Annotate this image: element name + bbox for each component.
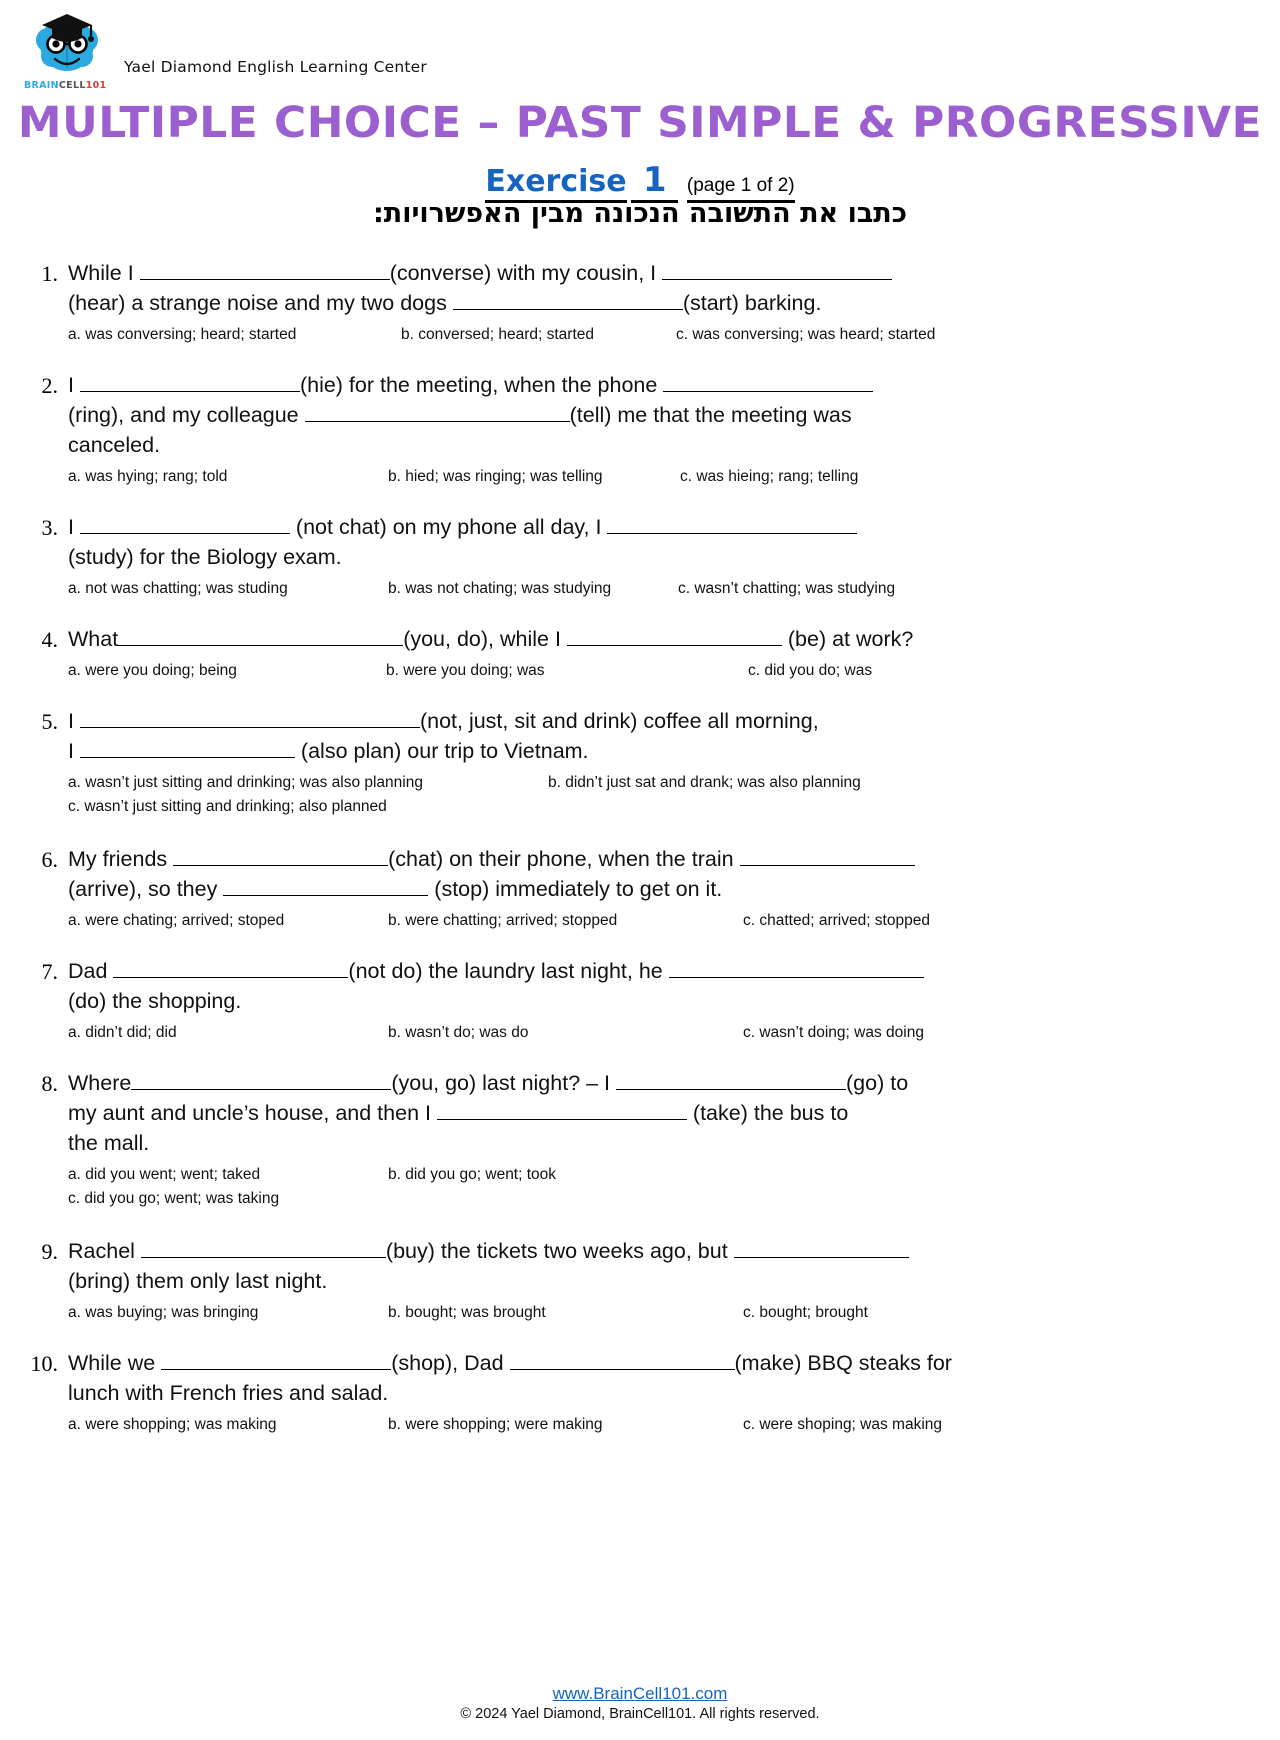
answer-blank[interactable] xyxy=(662,259,892,280)
question-text: Where xyxy=(68,1071,132,1095)
answer-options xyxy=(68,1164,993,1212)
answer-option[interactable]: a. did you went; went; taked xyxy=(68,1166,261,1183)
question-line xyxy=(68,956,993,986)
answer-option[interactable]: c. was conversing; was heard; started xyxy=(676,326,936,343)
question-spacer xyxy=(0,1048,1280,1068)
question-text: (go) to xyxy=(846,1071,909,1095)
answer-blank[interactable] xyxy=(734,1237,909,1258)
question-body xyxy=(68,370,993,488)
answer-blank[interactable] xyxy=(80,707,420,728)
question-body xyxy=(68,258,993,346)
question-item xyxy=(0,512,1280,600)
answer-blank[interactable] xyxy=(173,845,388,866)
question-body xyxy=(68,1068,993,1212)
question-text: (do) the shopping. xyxy=(68,989,242,1013)
answer-option[interactable]: a. was buying; was bringing xyxy=(68,1304,259,1321)
question-number: 2. xyxy=(41,373,58,398)
question-body xyxy=(68,956,993,1044)
question-text: (also plan) our trip to Vietnam. xyxy=(294,739,589,763)
question-line xyxy=(68,400,993,430)
answer-blank[interactable] xyxy=(141,1237,386,1258)
question-item xyxy=(0,258,1280,346)
question-text: (not chat) on my phone all day, I xyxy=(289,515,608,539)
answer-options xyxy=(68,578,993,600)
question-spacer xyxy=(0,824,1280,844)
answer-option[interactable]: b. did you go; went; took xyxy=(388,1166,557,1183)
question-body xyxy=(68,512,993,600)
question-line xyxy=(68,844,993,874)
answer-option[interactable]: a. didn’t did; did xyxy=(68,1024,177,1041)
answer-blank[interactable] xyxy=(567,625,782,646)
question-text: While we xyxy=(68,1351,162,1375)
question-item xyxy=(0,1236,1280,1324)
question-item xyxy=(0,956,1280,1044)
copyright-text: © 2024 Yael Diamond, BrainCell101. All rights reserved. xyxy=(460,1706,820,1722)
question-spacer xyxy=(0,492,1280,512)
answer-options-row xyxy=(68,772,993,796)
answer-blank[interactable] xyxy=(663,371,873,392)
answer-option[interactable]: b. didn’t just sat and drank; was also planning xyxy=(548,774,861,791)
question-text: Rachel xyxy=(68,1239,141,1263)
answer-options-row xyxy=(68,796,993,820)
question-line xyxy=(68,288,993,318)
question-line xyxy=(68,1348,993,1378)
answer-options xyxy=(68,1302,993,1324)
question-number: 6. xyxy=(41,847,58,872)
question-text: lunch with French fries and salad. xyxy=(68,1381,389,1405)
answer-blank[interactable] xyxy=(437,1099,687,1120)
question-text: (hie) for the meeting, when the phone xyxy=(299,373,664,397)
answer-blank[interactable] xyxy=(453,289,683,310)
answer-blank[interactable] xyxy=(140,259,390,280)
question-number: 8. xyxy=(41,1071,58,1096)
answer-option[interactable]: a. were chating; arrived; stoped xyxy=(68,912,285,929)
question-spacer xyxy=(0,1216,1280,1236)
question-text: my aunt and uncle’s house, and then I xyxy=(68,1101,437,1125)
answer-blank[interactable] xyxy=(161,1349,391,1370)
question-spacer xyxy=(0,604,1280,624)
brand-header xyxy=(22,4,427,90)
instruction-hebrew: כתבו את התשובה הנכונה מבין האפשרויות: xyxy=(372,198,908,229)
page-footer xyxy=(0,1684,1280,1722)
question-number: 5. xyxy=(41,709,58,734)
question-spacer xyxy=(0,1328,1280,1348)
answer-option[interactable]: c. chatted; arrived; stopped xyxy=(743,912,930,929)
question-number: 7. xyxy=(41,959,58,984)
answer-blank[interactable] xyxy=(616,1069,846,1090)
question-text: (start) barking. xyxy=(682,291,822,315)
answer-option[interactable]: b. hied; was ringing; was telling xyxy=(388,468,603,485)
question-text: (not do) the laundry last night, he xyxy=(348,959,669,983)
question-line xyxy=(68,874,993,904)
question-line xyxy=(68,1266,993,1296)
question-spacer xyxy=(0,936,1280,956)
answer-option[interactable]: a. were you doing; being xyxy=(68,662,237,679)
exercise-heading xyxy=(0,160,1280,200)
question-text: (bring) them only last night. xyxy=(68,1269,328,1293)
question-line xyxy=(68,258,993,288)
answer-option[interactable]: c. bought; brought xyxy=(743,1304,868,1321)
answer-options xyxy=(68,772,993,820)
question-text: (not, just, sit and drink) coffee all morning, xyxy=(419,709,819,733)
answer-blank[interactable] xyxy=(118,625,403,646)
question-body xyxy=(68,624,993,682)
answer-options xyxy=(68,324,993,346)
question-line xyxy=(68,736,993,766)
question-line xyxy=(68,1068,993,1098)
answer-blank[interactable] xyxy=(305,401,570,422)
question-text: (you, do), while I xyxy=(403,627,567,651)
question-item xyxy=(0,706,1280,820)
answer-option[interactable]: a. was hying; rang; told xyxy=(68,468,228,485)
question-line xyxy=(68,624,993,654)
question-line xyxy=(68,1236,993,1266)
answer-blank[interactable] xyxy=(223,875,428,896)
page-indicator: (page 1 of 2) xyxy=(687,175,795,203)
answer-option[interactable]: b. were shopping; were making xyxy=(388,1416,603,1433)
question-number: 3. xyxy=(41,515,58,540)
website-link[interactable]: www.BrainCell101.com xyxy=(552,1684,728,1703)
question-text: Dad xyxy=(68,959,114,983)
answer-blank[interactable] xyxy=(669,957,924,978)
exercise-number: 1 xyxy=(631,160,678,203)
answer-option[interactable]: b. conversed; heard; started xyxy=(401,326,595,343)
question-number: 4. xyxy=(41,627,58,652)
answer-option[interactable]: a. were shopping; was making xyxy=(68,1416,277,1433)
answer-option[interactable]: b. was not chating; was studying xyxy=(388,580,612,597)
answer-blank[interactable] xyxy=(80,737,295,758)
question-text: (arrive), so they xyxy=(68,877,224,901)
logo-text-101: 101 xyxy=(85,80,107,91)
question-text: (ring), and my colleague xyxy=(68,403,305,427)
answer-options-row xyxy=(68,1164,993,1188)
question-list xyxy=(0,258,1280,1460)
answer-options xyxy=(68,910,993,932)
question-text: (shop), Dad xyxy=(391,1351,510,1375)
question-spacer xyxy=(0,350,1280,370)
question-text: (tell) me that the meeting was xyxy=(569,403,852,427)
question-text: (buy) the tickets two weeks ago, but xyxy=(385,1239,734,1263)
question-spacer xyxy=(0,1440,1280,1460)
question-text: (study) for the Biology exam. xyxy=(68,545,342,569)
question-text: (make) BBQ steaks for xyxy=(734,1351,952,1375)
answer-option[interactable]: a. wasn’t just sitting and drinking; was also planning xyxy=(68,774,423,791)
page-title: MULTIPLE CHOICE – PAST SIMPLE & PROGRESSIVE xyxy=(17,98,1263,148)
braincell101-logo-icon xyxy=(22,4,112,90)
question-line xyxy=(68,1128,993,1158)
answer-options xyxy=(68,1414,993,1436)
question-line xyxy=(68,986,993,1016)
answer-blank[interactable] xyxy=(740,845,915,866)
question-item xyxy=(0,844,1280,932)
question-text: (stop) immediately to get on it. xyxy=(428,877,723,901)
question-text: canceled. xyxy=(68,433,161,457)
question-spacer xyxy=(0,686,1280,706)
question-number: 10. xyxy=(30,1351,58,1376)
answer-option[interactable]: c. did you go; went; was taking xyxy=(68,1190,280,1207)
question-body xyxy=(68,706,993,820)
question-number: 9. xyxy=(41,1239,58,1264)
answer-option[interactable]: a. not was chatting; was studing xyxy=(68,580,288,597)
question-line xyxy=(68,1378,993,1408)
exercise-label: Exercise xyxy=(485,164,626,203)
answer-option[interactable]: b. bought; was brought xyxy=(388,1304,546,1321)
question-line xyxy=(68,542,993,572)
answer-option[interactable]: b. wasn’t do; was do xyxy=(388,1024,529,1041)
question-line xyxy=(68,1098,993,1128)
question-line xyxy=(68,430,993,460)
question-line xyxy=(68,512,993,542)
answer-option[interactable]: b. were you doing; was xyxy=(386,662,545,679)
question-text: (take) the bus to xyxy=(686,1101,849,1125)
question-text: (you, go) last night? – I xyxy=(391,1071,617,1095)
answer-options-row xyxy=(68,1188,993,1212)
answer-option[interactable]: c. were shoping; was making xyxy=(743,1416,943,1433)
question-item xyxy=(0,624,1280,682)
answer-blank[interactable] xyxy=(80,371,300,392)
answer-blank[interactable] xyxy=(113,957,348,978)
question-text: My friends xyxy=(68,847,174,871)
question-text: (be) at work? xyxy=(781,627,914,651)
brand-name: Yael Diamond English Learning Center xyxy=(124,58,427,76)
question-text: What xyxy=(68,627,119,651)
question-line xyxy=(68,706,993,736)
answer-option[interactable]: a. was conversing; heard; started xyxy=(68,326,297,343)
answer-option[interactable]: c. wasn’t doing; was doing xyxy=(743,1024,924,1041)
question-item xyxy=(0,1068,1280,1212)
question-text: I xyxy=(68,515,80,539)
question-text: the mall. xyxy=(68,1131,150,1155)
answer-blank[interactable] xyxy=(607,513,857,534)
question-text: I xyxy=(68,373,80,397)
question-line xyxy=(68,370,993,400)
answer-blank[interactable] xyxy=(131,1069,391,1090)
question-item xyxy=(0,1348,1280,1436)
answer-options xyxy=(68,1022,993,1044)
answer-option[interactable]: c. did you do; was xyxy=(748,662,873,679)
answer-option[interactable]: b. were chatting; arrived; stopped xyxy=(388,912,618,929)
question-item xyxy=(0,370,1280,488)
answer-option[interactable]: c. wasn’t just sitting and drinking; also planned xyxy=(68,798,387,815)
answer-option[interactable]: c. was hieing; rang; telling xyxy=(680,468,859,485)
answer-option[interactable]: c. wasn’t chatting; was studying xyxy=(678,580,896,597)
answer-blank[interactable] xyxy=(80,513,290,534)
logo-text-cell: CELL xyxy=(58,80,86,91)
question-body xyxy=(68,1348,993,1436)
question-text: (chat) on their phone, when the train xyxy=(388,847,740,871)
logo-text-brain: BRAIN xyxy=(24,80,59,91)
question-number: 1. xyxy=(41,261,58,286)
answer-options xyxy=(68,660,993,682)
question-text: While I xyxy=(68,261,140,285)
question-text: (converse) with my cousin, I xyxy=(389,261,663,285)
question-body xyxy=(68,1236,993,1324)
question-text: (hear) a strange noise and my two dogs xyxy=(68,291,453,315)
answer-options xyxy=(68,466,993,488)
question-text: I xyxy=(68,709,80,733)
question-text: I xyxy=(68,739,80,763)
answer-blank[interactable] xyxy=(510,1349,735,1370)
question-body xyxy=(68,844,993,932)
